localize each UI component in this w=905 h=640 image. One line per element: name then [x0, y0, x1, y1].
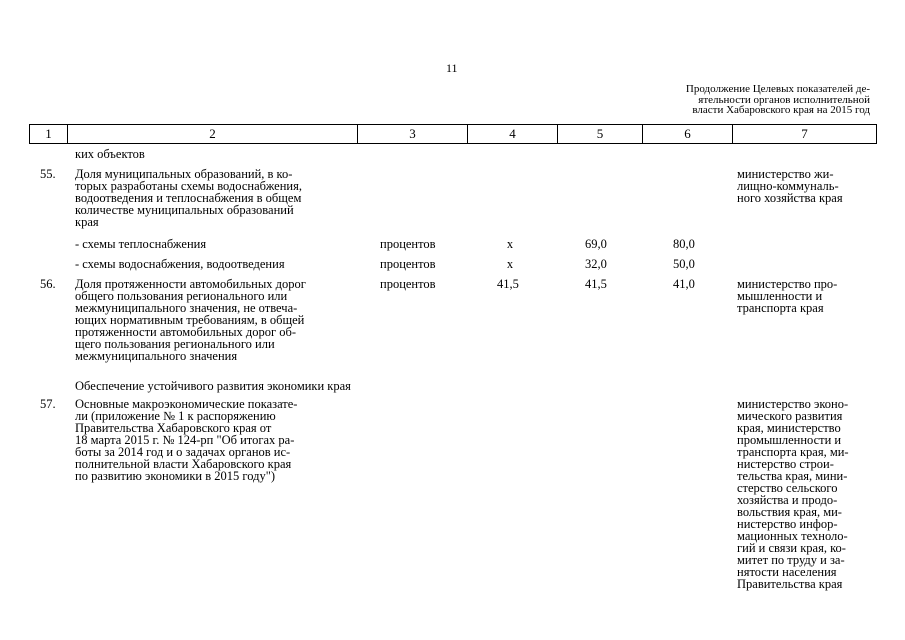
text-line: стерство сельского: [737, 481, 838, 495]
text-line: полнительной власти Хабаровского края: [75, 457, 292, 471]
unit-cell: процентов: [380, 277, 436, 291]
value-cell-col4: х: [506, 237, 514, 251]
row-number: 57.: [40, 397, 56, 411]
unit-cell: процентов: [380, 237, 436, 251]
text-line: мического развития: [737, 409, 843, 423]
continuation-title: [652, 84, 870, 116]
text-line: протяженности автомобильных дорог об-: [75, 325, 297, 339]
header-col-5: 5: [558, 125, 643, 143]
text-line: торых разработаны схемы водоснабжения,: [75, 179, 302, 193]
text-line: Основные макроэкономические показате-: [75, 397, 298, 411]
page-number: 11: [446, 61, 458, 75]
text-line: нятости населения: [737, 565, 837, 579]
text-line: ющих нормативным требованиям, в общей: [75, 313, 305, 327]
text-line: министерство эконо-: [737, 397, 849, 411]
text-line: министерство жи-: [737, 167, 834, 181]
text-line: края: [75, 215, 99, 229]
text-line: межмуниципального значения, не отвеча-: [75, 301, 298, 315]
continuation-line: власти Хабаровского края на 2015 год: [692, 104, 870, 116]
text-line: общего пользования регионального или: [75, 289, 288, 303]
header-col-1: 1: [30, 125, 68, 143]
value-cell-col5: 41,5: [585, 277, 607, 291]
value-cell-col6: 50,0: [673, 257, 695, 271]
text-line: ного хозяйства края: [737, 191, 843, 205]
text-line: Доля протяженности автомобильных дорог: [75, 277, 306, 291]
text-line: гий и связи края, ко-: [737, 541, 846, 555]
row-number: 55.: [40, 167, 56, 181]
section-heading: Обеспечение устойчивого развития экономики края: [75, 379, 351, 393]
text-line: количестве муниципальных образований: [75, 203, 294, 217]
value-cell-col5: 69,0: [585, 237, 607, 251]
text-line: лищно-коммуналь-: [737, 179, 839, 193]
text-line: тельства края, мини-: [737, 469, 848, 483]
text-line: Правительства края: [737, 577, 843, 591]
text-line: транспорта края: [737, 301, 824, 315]
header-col-6: 6: [643, 125, 733, 143]
header-col-2: 2: [68, 125, 358, 143]
text-line: ли (приложение № 1 к распоряжению: [75, 409, 276, 423]
carryover-text: ких объектов: [75, 147, 145, 161]
text-line: водоотведения и теплоснабжения в общем: [75, 191, 302, 205]
text-line: митет по труду и за-: [737, 553, 845, 567]
sub-row-label: - схемы водоснабжения, водоотведения: [75, 257, 285, 271]
unit-cell: процентов: [380, 257, 436, 271]
value-cell-col4: х: [506, 257, 514, 271]
text-line: щего пользования регионального или: [75, 337, 275, 351]
text-line: 18 марта 2015 г. № 124-рп "Об итогах ра-: [75, 433, 295, 447]
text-line: боты за 2014 год и о задачах органов ис-: [75, 445, 291, 459]
text-line: мышленности и: [737, 289, 823, 303]
text-line: Доля муниципальных образований, в ко-: [75, 167, 293, 181]
header-col-4: 4: [468, 125, 558, 143]
value-cell-col5: 32,0: [585, 257, 607, 271]
text-line: края, министерство: [737, 421, 841, 435]
value-cell-col6: 41,0: [673, 277, 695, 291]
table-header: [29, 124, 877, 144]
value-cell-col6: 80,0: [673, 237, 695, 251]
text-line: межмуниципального значения: [75, 349, 238, 363]
text-line: министерство про-: [737, 277, 838, 291]
continuation-line: ятельности органов исполнительной: [698, 93, 870, 106]
header-col-7: 7: [801, 126, 808, 141]
row-number: 56.: [40, 277, 56, 291]
text-line: транспорта края, ми-: [737, 445, 849, 459]
header-col-3: 3: [358, 125, 468, 143]
continuation-line: Продолжение Целевых показателей де-: [685, 83, 870, 95]
text-line: по развитию экономики в 2015 году"): [75, 469, 275, 483]
text-line: нистерство строи-: [737, 457, 834, 471]
text-line: нистерство инфор-: [737, 517, 838, 531]
value-cell-col4: 41,5: [497, 277, 519, 291]
text-line: промышленности и: [737, 433, 842, 447]
text-line: вольствия края, ми-: [737, 505, 842, 519]
sub-row-label: - схемы теплоснабжения: [75, 237, 207, 251]
text-line: мационных техноло-: [737, 529, 848, 543]
text-line: хозяйства и продо-: [737, 493, 838, 507]
text-line: Правительства Хабаровского края от: [75, 421, 272, 435]
